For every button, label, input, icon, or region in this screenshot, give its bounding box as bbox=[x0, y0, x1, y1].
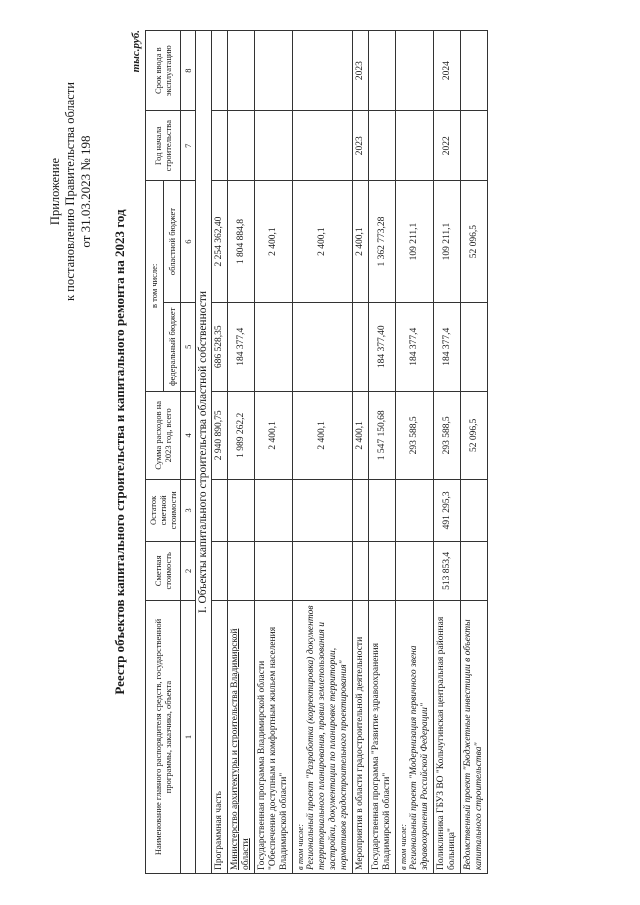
appendix-line-1: Приложение bbox=[48, 157, 62, 226]
row-sum: 1 989 262,2 bbox=[228, 391, 255, 480]
row-obl: 2 400,1 bbox=[293, 181, 353, 303]
row-sum: 293 588,5 bbox=[396, 391, 434, 480]
col-header-obl: областной бюджет bbox=[163, 181, 181, 303]
row-start bbox=[228, 111, 255, 181]
row-fed: 686 528,35 bbox=[212, 303, 228, 392]
row-ost bbox=[293, 480, 353, 541]
row-obl: 109 211,1 bbox=[396, 181, 434, 303]
col-number: 7 bbox=[181, 111, 196, 181]
col-header-sum: Сумма расходов на 2023 год, всего bbox=[146, 391, 181, 480]
row-sum: 52 096,5 bbox=[461, 391, 488, 480]
row-name: Программная часть bbox=[212, 601, 228, 874]
row-name-text: Региональный проект "Разработка (корректировка) документов территориального планирования, правил землепользования и застройки, документации по планировке территории, нормативов градостроительного проектирования" bbox=[306, 605, 349, 870]
row-ost bbox=[396, 480, 434, 541]
row-start bbox=[293, 111, 353, 181]
col-number: 8 bbox=[181, 31, 196, 111]
row-sum: 293 588,5 bbox=[434, 391, 461, 480]
row-label: в том числе: bbox=[295, 823, 305, 870]
row-end bbox=[255, 31, 293, 111]
row-obl: 1 362 773,28 bbox=[369, 181, 396, 303]
row-fed: 184 377,4 bbox=[434, 303, 461, 392]
row-smet bbox=[369, 541, 396, 600]
appendix-date: от 31.03.2023 № 198 bbox=[78, 135, 93, 248]
col-number: 1 bbox=[181, 601, 196, 874]
col-number: 4 bbox=[181, 391, 196, 480]
col-header-smet: Сметная стоимость bbox=[146, 541, 181, 600]
row-start: 2023 bbox=[353, 111, 369, 181]
row-start: 2022 bbox=[434, 111, 461, 181]
row-ost bbox=[228, 480, 255, 541]
row-end bbox=[396, 31, 434, 111]
row-smet: 513 853,4 bbox=[434, 541, 461, 600]
row-obl: 109 211,1 bbox=[434, 181, 461, 303]
row-fed: 184 377,4 bbox=[228, 303, 255, 392]
table-row bbox=[434, 31, 461, 874]
row-start bbox=[369, 111, 396, 181]
row-end: 2024 bbox=[434, 31, 461, 111]
row-fed bbox=[353, 303, 369, 392]
row-smet bbox=[212, 541, 228, 600]
col-number: 2 bbox=[181, 541, 196, 600]
row-start bbox=[255, 111, 293, 181]
row-name: Мероприятия в области градостроительной деятельности bbox=[353, 601, 369, 874]
section-row bbox=[196, 31, 212, 874]
row-ost bbox=[353, 480, 369, 541]
row-name-text: Региональный проект "Модернизация первичного звена здравоохранения Российской Федерации" bbox=[409, 645, 430, 870]
row-ost bbox=[369, 480, 396, 541]
col-header-end: Срок ввода в эксплуатацию bbox=[146, 31, 181, 111]
col-header-ost: Остаток сметной стоимости bbox=[146, 480, 181, 541]
row-sum: 2 400,1 bbox=[353, 391, 369, 480]
row-fed: 184 377,40 bbox=[369, 303, 396, 392]
row-fed: 184 377,4 bbox=[396, 303, 434, 392]
col-header-start: Год начала строительства bbox=[146, 111, 181, 181]
row-name: Министерство архитектуры и строительства Владимирской области bbox=[228, 601, 255, 874]
row-name: Государственная программа Владимирской области "Обеспечение доступным и комфортным жильем населения Владимирской области" bbox=[255, 601, 293, 874]
col-header-in-total: в том числе: bbox=[146, 181, 164, 391]
row-sum: 2 400,1 bbox=[293, 391, 353, 480]
row-obl: 2 254 362,40 bbox=[212, 181, 228, 303]
appendix-header bbox=[48, 82, 93, 301]
document-title: Реестр объектов капитального строительства и капитального ремонта на 2023 год bbox=[112, 209, 127, 695]
col-number: 5 bbox=[181, 303, 196, 392]
row-name: Поликлиника ГБУЗ ВО "Кольчугинская центральная районная больница" bbox=[434, 601, 461, 874]
row-sum: 2 940 890,75 bbox=[212, 391, 228, 480]
row-sum: 2 400,1 bbox=[255, 391, 293, 480]
col-number: 6 bbox=[181, 181, 196, 303]
row-ost: 491 295,3 bbox=[434, 480, 461, 541]
table-row bbox=[212, 31, 228, 874]
row-end bbox=[369, 31, 396, 111]
table-row bbox=[228, 31, 255, 874]
row-start bbox=[396, 111, 434, 181]
row-sum: 1 547 150,68 bbox=[369, 391, 396, 480]
section-title: I. Объекты капитального строительства областной собственности bbox=[196, 31, 212, 874]
row-label: в том числе: bbox=[398, 823, 408, 870]
col-number: 3 bbox=[181, 480, 196, 541]
row-obl: 52 096,5 bbox=[461, 181, 488, 303]
row-smet bbox=[228, 541, 255, 600]
row-obl: 2 400,1 bbox=[255, 181, 293, 303]
row-smet bbox=[396, 541, 434, 600]
col-header-name: Наименование главного распорядителя средств, государственной программы, заказчика, объекта bbox=[146, 601, 181, 874]
row-name: Ведомственный проект "Бюджетные инвестиции в объекты капитального строительства" bbox=[461, 601, 488, 874]
col-header-fed: федеральный бюджет bbox=[163, 303, 181, 392]
row-end bbox=[461, 31, 488, 111]
row-end bbox=[212, 31, 228, 111]
row-smet bbox=[293, 541, 353, 600]
row-name bbox=[293, 601, 353, 874]
rotated-content bbox=[20, 12, 620, 892]
row-obl: 2 400,1 bbox=[353, 181, 369, 303]
row-ost bbox=[461, 480, 488, 541]
table-row bbox=[255, 31, 293, 874]
row-smet bbox=[353, 541, 369, 600]
row-obl: 1 804 884,8 bbox=[228, 181, 255, 303]
units-label: тыс.руб. bbox=[130, 30, 142, 73]
row-ost bbox=[255, 480, 293, 541]
row-name: Государственная программа "Развитие здравоохранения Владимирской области" bbox=[369, 601, 396, 874]
table-row bbox=[396, 31, 434, 874]
table-row bbox=[353, 31, 369, 874]
row-start bbox=[461, 111, 488, 181]
registry-table bbox=[145, 30, 488, 874]
row-fed bbox=[461, 303, 488, 392]
row-fed bbox=[255, 303, 293, 392]
table-row bbox=[293, 31, 353, 874]
row-end: 2023 bbox=[353, 31, 369, 111]
row-start bbox=[212, 111, 228, 181]
row-fed bbox=[293, 303, 353, 392]
row-smet bbox=[461, 541, 488, 600]
row-smet bbox=[255, 541, 293, 600]
row-end bbox=[293, 31, 353, 111]
table-row bbox=[461, 31, 488, 874]
row-end bbox=[228, 31, 255, 111]
row-name bbox=[396, 601, 434, 874]
row-ost bbox=[212, 480, 228, 541]
appendix-line-2: к постановлению Правительства области bbox=[63, 82, 77, 302]
table-row bbox=[369, 31, 396, 874]
